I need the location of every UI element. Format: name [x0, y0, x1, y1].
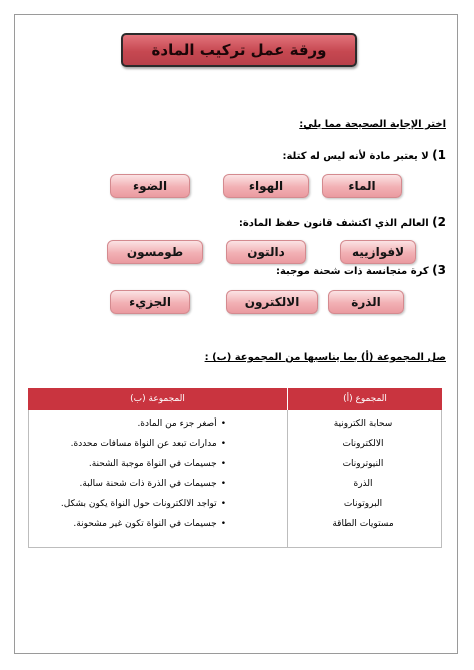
header-group-a: المجموع (أ) — [343, 394, 387, 404]
q3-choice-molecule[interactable] — [110, 290, 190, 314]
group-b-item — [40, 494, 226, 514]
group-b-item — [40, 454, 226, 474]
group-b-item — [40, 474, 226, 494]
q3-choice-atom-label: الذرة — [351, 295, 381, 309]
question-2-text: العالم الذي اكتشف قانون حفظ المادة: — [238, 218, 429, 229]
question-1 — [282, 148, 446, 162]
q3-choice-molecule-label: الجزيء — [129, 295, 171, 309]
question-2-number: 2) — [432, 215, 446, 229]
group-b-column — [40, 414, 226, 534]
group-b-item — [40, 514, 226, 534]
q1-choice-light-label: الضوء — [132, 179, 168, 193]
bullet-icon: • — [220, 459, 226, 469]
bullet-icon: • — [220, 519, 226, 529]
worksheet-title-text: ورقة عمل تركيب المادة — [151, 41, 327, 59]
question-3 — [276, 263, 446, 277]
section1-heading: اختر الإجابة الصحيحة مما يلي: — [299, 119, 446, 130]
q1-choice-air-label: الهواء — [248, 179, 284, 193]
group-b-item-text: جسيمات في الذرة ذات شحنة سالبة. — [79, 479, 217, 489]
question-2 — [239, 215, 446, 229]
matching-table-header — [28, 388, 442, 410]
group-b-item — [40, 434, 226, 454]
bullet-icon: • — [220, 439, 226, 449]
q1-choice-light[interactable] — [110, 174, 190, 198]
bullet-icon: • — [220, 479, 226, 489]
group-b-item-text: جسيمات في النواة موجبة الشحنة. — [88, 459, 217, 469]
group-a-item: الذرة — [353, 479, 373, 489]
group-b-item-text: مدارات تبعد عن النواة مسافات محددة. — [70, 439, 217, 449]
group-a-item: البروتونات — [343, 499, 383, 509]
q2-choice-lavoisier[interactable] — [340, 240, 416, 264]
group-a-column — [288, 414, 438, 534]
question-3-number: 3) — [432, 263, 446, 277]
header-group-b: المجموعة (ب) — [28, 388, 288, 410]
q2-choice-dalton-label: دالتون — [247, 245, 285, 259]
group-b-item — [40, 414, 226, 434]
group-a-item: سحابة الكترونية — [333, 419, 393, 429]
question-1-number: 1) — [432, 148, 446, 162]
q3-choice-electron-label: الالكترون — [244, 295, 300, 309]
group-a-item: مستويات الطاقة — [332, 519, 394, 529]
group-b-item-text: تواجد الالكترونات حول النواة يكون بشكل. — [60, 499, 217, 509]
q1-choice-air[interactable] — [223, 174, 309, 198]
q2-choice-dalton[interactable] — [226, 240, 306, 264]
question-3-text: كرة متجانسة ذات شحنة موجبة: — [275, 266, 429, 277]
worksheet-title — [121, 33, 357, 67]
group-a-item: الالكترونات — [342, 439, 384, 449]
group-b-item-text: أصغر جزء من المادة. — [137, 419, 217, 429]
q1-choice-water-label: الماء — [348, 179, 376, 193]
q2-choice-lavoisier-label: لافوازييه — [351, 245, 405, 259]
bullet-icon: • — [220, 419, 226, 429]
q2-choice-thomson[interactable] — [107, 240, 203, 264]
page-border — [14, 14, 458, 654]
q3-choice-electron[interactable] — [226, 290, 318, 314]
group-a-item: النيوترونات — [342, 459, 384, 469]
q2-choice-thomson-label: طومسون — [126, 245, 184, 259]
q3-choice-atom[interactable] — [328, 290, 404, 314]
bullet-icon: • — [220, 499, 226, 509]
question-1-text: لا يعتبر مادة لأنه ليس له كتلة: — [282, 151, 429, 162]
group-b-item-text: جسيمات في النواة تكون غير مشحونة. — [73, 519, 217, 529]
q1-choice-water[interactable] — [322, 174, 402, 198]
section2-heading: صل المجموعة (أ) بما يناسبها من المجموعة (ب) : — [204, 352, 446, 363]
